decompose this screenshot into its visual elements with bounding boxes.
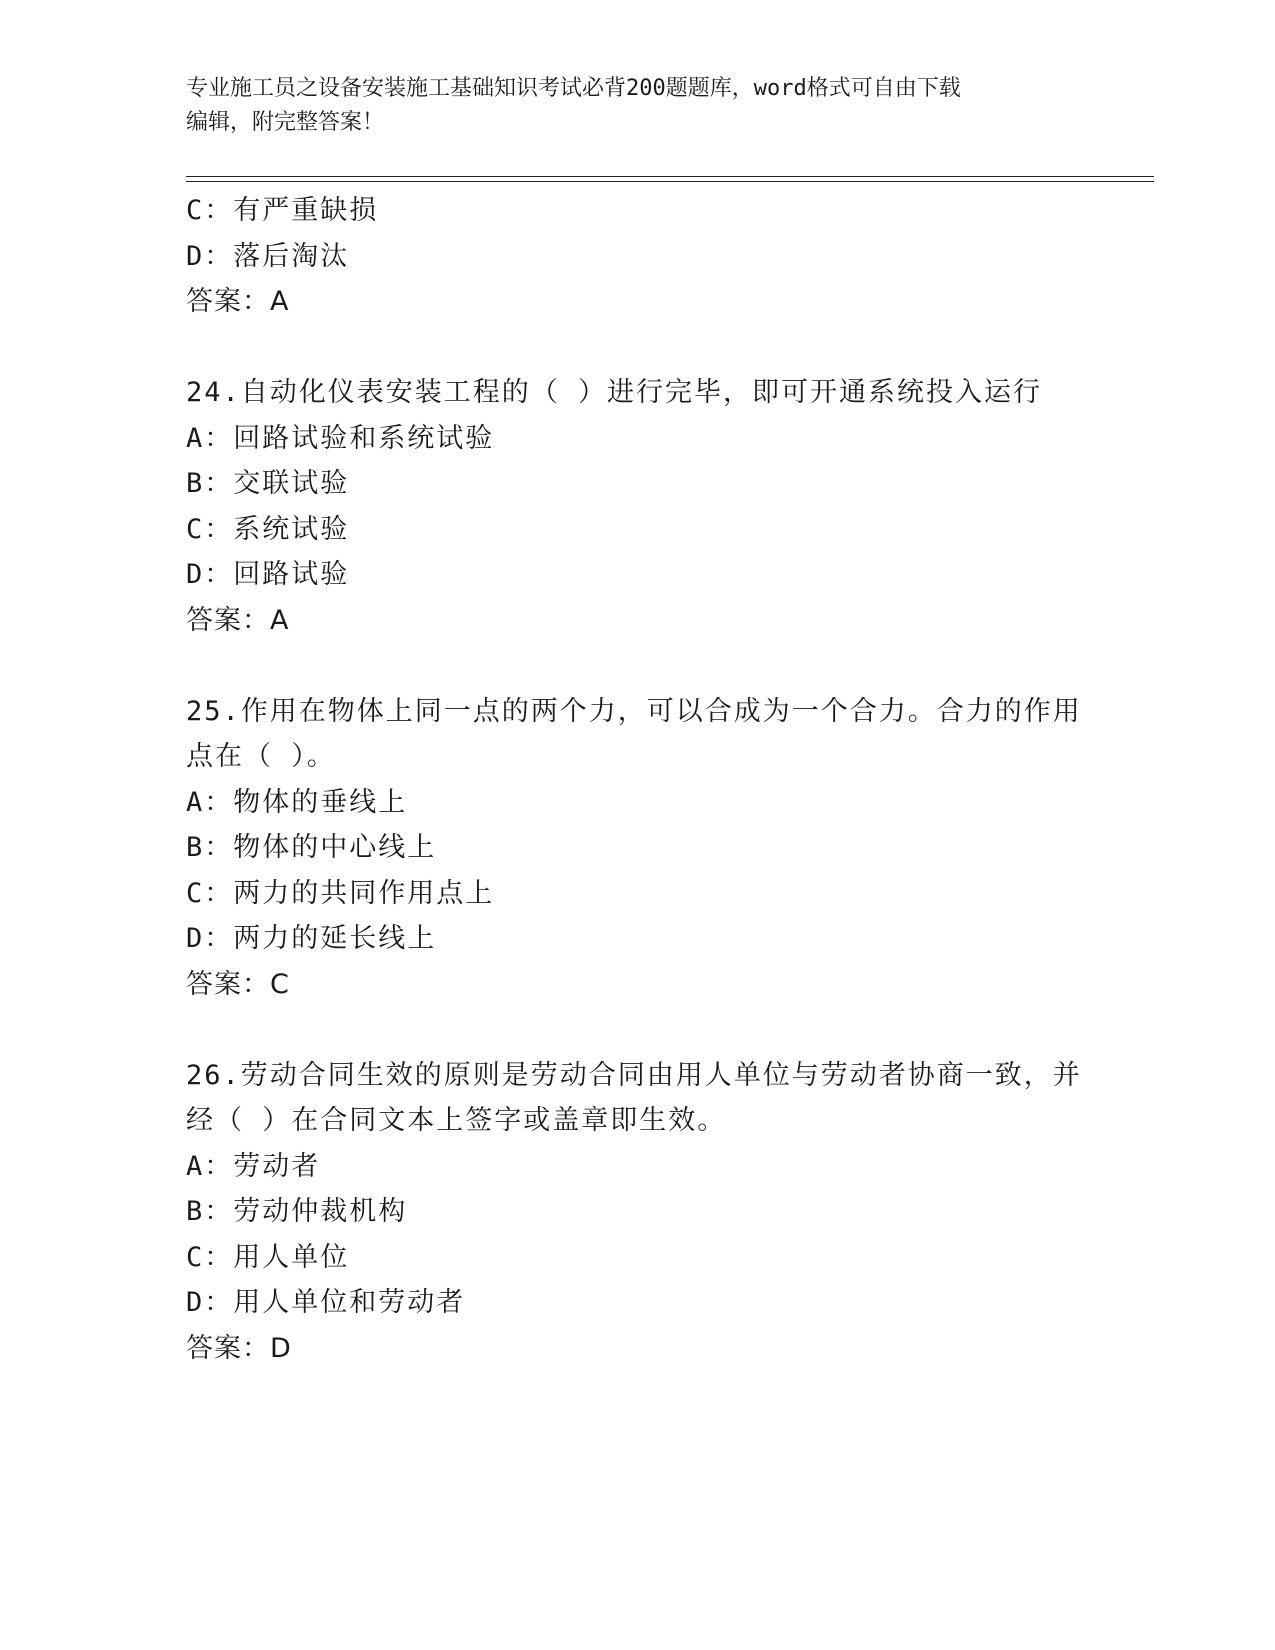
header-divider-top <box>186 176 1154 177</box>
answer: 答案：A <box>186 286 290 317</box>
document-body <box>186 188 1086 1371</box>
header-divider-bottom <box>186 181 1154 182</box>
option-c: C：用人单位 <box>186 1241 350 1273</box>
question-25 <box>186 689 1086 1008</box>
spacer <box>186 643 1086 689</box>
option-b: B：物体的中心线上 <box>186 832 437 863</box>
header-title-line-1: 专业施工员之设备安装施工基础知识考试必背200题题库，word格式可自由下载 <box>186 76 961 101</box>
option-c: C：有严重缺损 <box>186 195 379 226</box>
option-c: C：两力的共同作用点上 <box>186 877 495 909</box>
header-title-line-2: 编辑，附完整答案！ <box>186 110 385 135</box>
question-text-line-1: 26.劳动合同生效的原则是劳动合同由用人单位与劳动者协商一致，并 <box>186 1059 1082 1091</box>
option-c: C：系统试验 <box>186 513 350 545</box>
option-a: A：劳动者 <box>186 1150 321 1182</box>
previous-question-tail <box>186 188 1086 325</box>
spacer <box>186 325 1086 371</box>
answer: 答案：D <box>186 1332 292 1364</box>
option-b: B：劳动仲裁机构 <box>186 1196 408 1227</box>
document-header <box>186 72 1086 140</box>
question-text-line-2: 点在（ ）。 <box>186 741 336 772</box>
option-b: B：交联试验 <box>186 468 350 499</box>
option-d: D：用人单位和劳动者 <box>186 1287 466 1318</box>
answer: 答案：A <box>186 604 290 636</box>
question-text-line-2: 经（ ）在合同文本上签字或盖章即生效。 <box>186 1105 727 1136</box>
option-a: A：物体的垂线上 <box>186 786 408 818</box>
option-a: A：回路试验和系统试验 <box>186 422 495 454</box>
spacer <box>186 1007 1086 1053</box>
answer: 答案：C <box>186 968 290 1000</box>
option-d: D：回路试验 <box>186 559 350 590</box>
option-d: D：落后淘汰 <box>186 240 350 272</box>
question-24 <box>186 370 1086 643</box>
option-d: D：两力的延长线上 <box>186 923 437 954</box>
question-text: 24.自动化仪表安装工程的（ ）进行完毕，即可开通系统投入运行 <box>186 377 1043 408</box>
question-26 <box>186 1053 1086 1372</box>
question-text-line-1: 25.作用在物体上同一点的两个力，可以合成为一个合力。合力的作用 <box>186 695 1082 727</box>
